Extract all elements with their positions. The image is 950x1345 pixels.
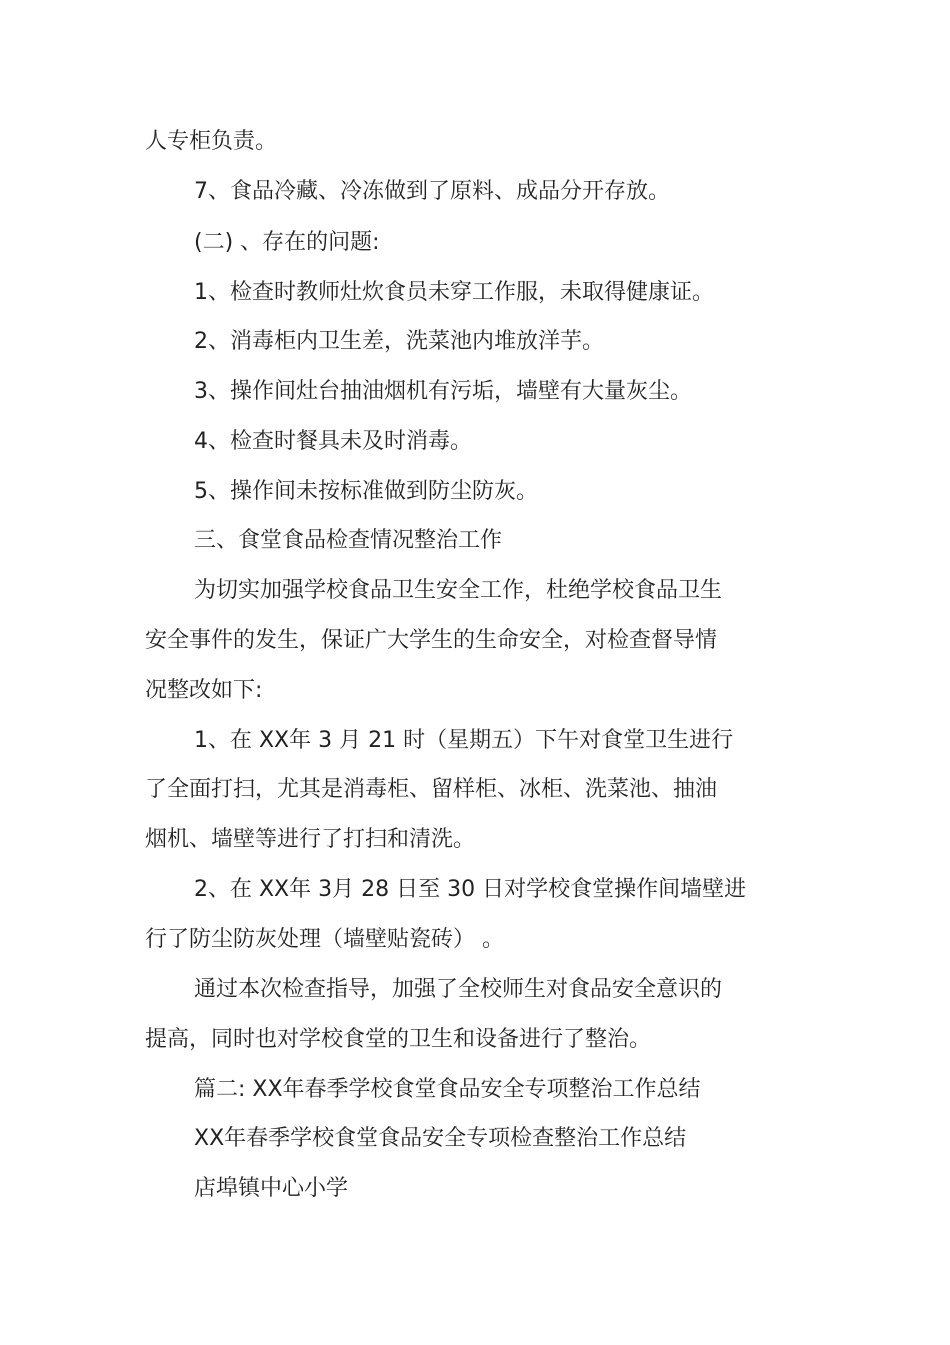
document-title: XX年春季学校食堂食品安全专项检查整治工作总结: [194, 1126, 687, 1151]
paragraph-line: 通过本次检查指导，加强了全校师生对食品安全意识的: [194, 977, 723, 1002]
author-line: 店埠镇中心小学: [194, 1176, 349, 1201]
paragraph-line: 了全面打扫，尤其是消毒柜、留样柜、冰柜、洗菜池、抽油: [145, 777, 718, 802]
paragraph-line: 提高，同时也对学校食堂的卫生和设备进行了整治。: [145, 1027, 652, 1052]
chapter-title: 篇二: XX年春季学校食堂食品安全专项整治工作总结: [194, 1077, 701, 1102]
paragraph-line: 安全事件的发生，保证广大学生的生命安全，对检查督导情: [145, 628, 718, 653]
text-line: 人专柜负责。: [145, 129, 278, 154]
paragraph-line: 1、在 XX年 3 月 21 时（星期五）下午对食堂卫生进行: [194, 728, 734, 753]
paragraph-line: 为切实加强学校食品卫生安全工作，杜绝学校食品卫生: [194, 578, 723, 603]
list-item: 4、检查时餐具未及时消毒。: [194, 429, 472, 454]
text-line: 7、食品冷藏、冷冻做到了原料、成品分开存放。: [194, 179, 670, 204]
list-item: 1、检查时教师灶炊食员未穿工作服，未取得健康证。: [194, 280, 714, 305]
paragraph-line: 行了防尘防灰处理（墙壁贴瓷砖） 。: [145, 927, 504, 952]
list-item: 5、操作间未按标准做到防尘防灰。: [194, 479, 538, 504]
paragraph-line: 况整改如下:: [145, 678, 263, 703]
section-heading: 三、食堂食品检查情况整治工作: [194, 528, 503, 553]
list-item: 3、操作间灶台抽油烟机有污垢，墙壁有大量灰尘。: [194, 379, 692, 404]
list-item: 2、消毒柜内卫生差，洗菜池内堆放洋芋。: [194, 329, 604, 354]
section-heading: (二) 、存在的问题:: [194, 230, 380, 255]
paragraph-line: 2、在 XX年 3月 28 日至 30 日对学校食堂操作间墙壁进: [194, 877, 747, 902]
paragraph-line: 烟机、墙壁等进行了打扫和清洗。: [145, 827, 476, 852]
